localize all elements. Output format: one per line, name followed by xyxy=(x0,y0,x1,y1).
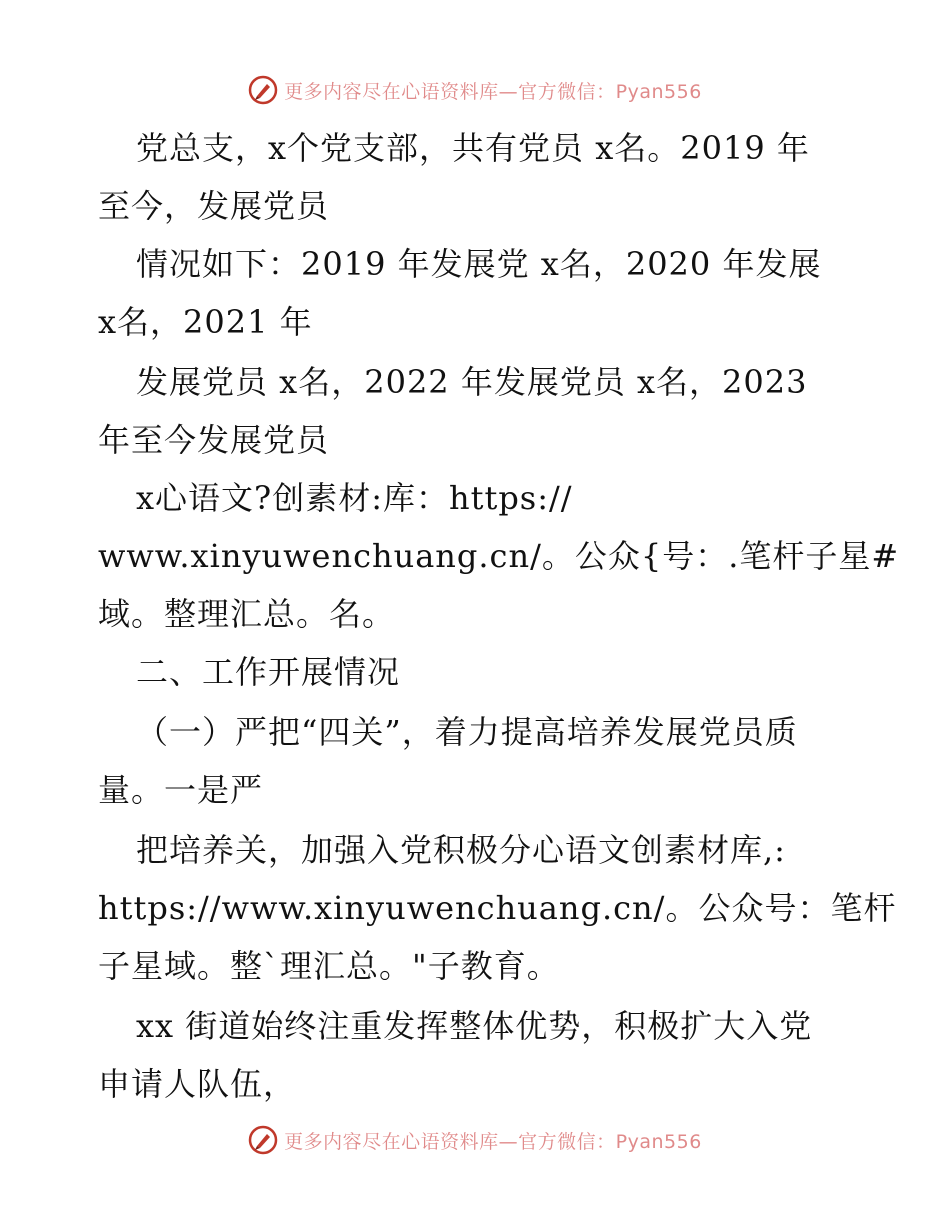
body-line-17: 申请人队伍， xyxy=(98,1065,297,1103)
body-line-11: （一）严把“四关”，着力提高培养发展党员质 xyxy=(136,713,798,751)
body-line-7: x心语文?创素材:库：https:// xyxy=(136,479,573,517)
body-line-15: 子星域。整`理汇总。"子教育。 xyxy=(98,947,560,985)
pen-logo-icon xyxy=(248,75,278,105)
body-line-2: 至今，发展党员 xyxy=(98,187,330,225)
body-line-8: www.xinyuwenchuang.cn/。公众{号：.笔杆子星# xyxy=(98,537,900,575)
body-line-9: 域。整理汇总。名。 xyxy=(98,595,396,633)
header-watermark-text: 更多内容尽在心语资料库—官方微信：Pyan556 xyxy=(284,80,702,103)
header-watermark-banner xyxy=(0,70,950,110)
pen-logo-icon xyxy=(248,1125,278,1155)
footer-watermark-banner xyxy=(0,1120,950,1160)
section-heading: 二、工作开展情况 xyxy=(136,653,401,691)
body-line-14: https://www.xinyuwenchuang.cn/。公众号：笔杆 xyxy=(98,889,897,927)
body-line-5: 发展党员 x名，2022 年发展党员 x名，2023 xyxy=(136,363,808,401)
body-line-16: xx 街道始终注重发挥整体优势，积极扩大入党 xyxy=(136,1007,813,1045)
body-line-3: 情况如下：2019 年发展党 x名，2020 年发展 xyxy=(136,245,822,283)
body-line-6: 年至今发展党员 xyxy=(98,421,330,459)
body-line-1: 党总支，x个党支部，共有党员 x名。2019 年 xyxy=(136,129,810,167)
body-line-4: x名，2021 年 xyxy=(98,303,313,341)
body-line-13: 把培养关，加强入党积极分心语文创素材库,: xyxy=(136,831,786,869)
footer-watermark-text: 更多内容尽在心语资料库—官方微信：Pyan556 xyxy=(284,1130,702,1153)
body-line-12: 量。一是严 xyxy=(98,771,264,809)
